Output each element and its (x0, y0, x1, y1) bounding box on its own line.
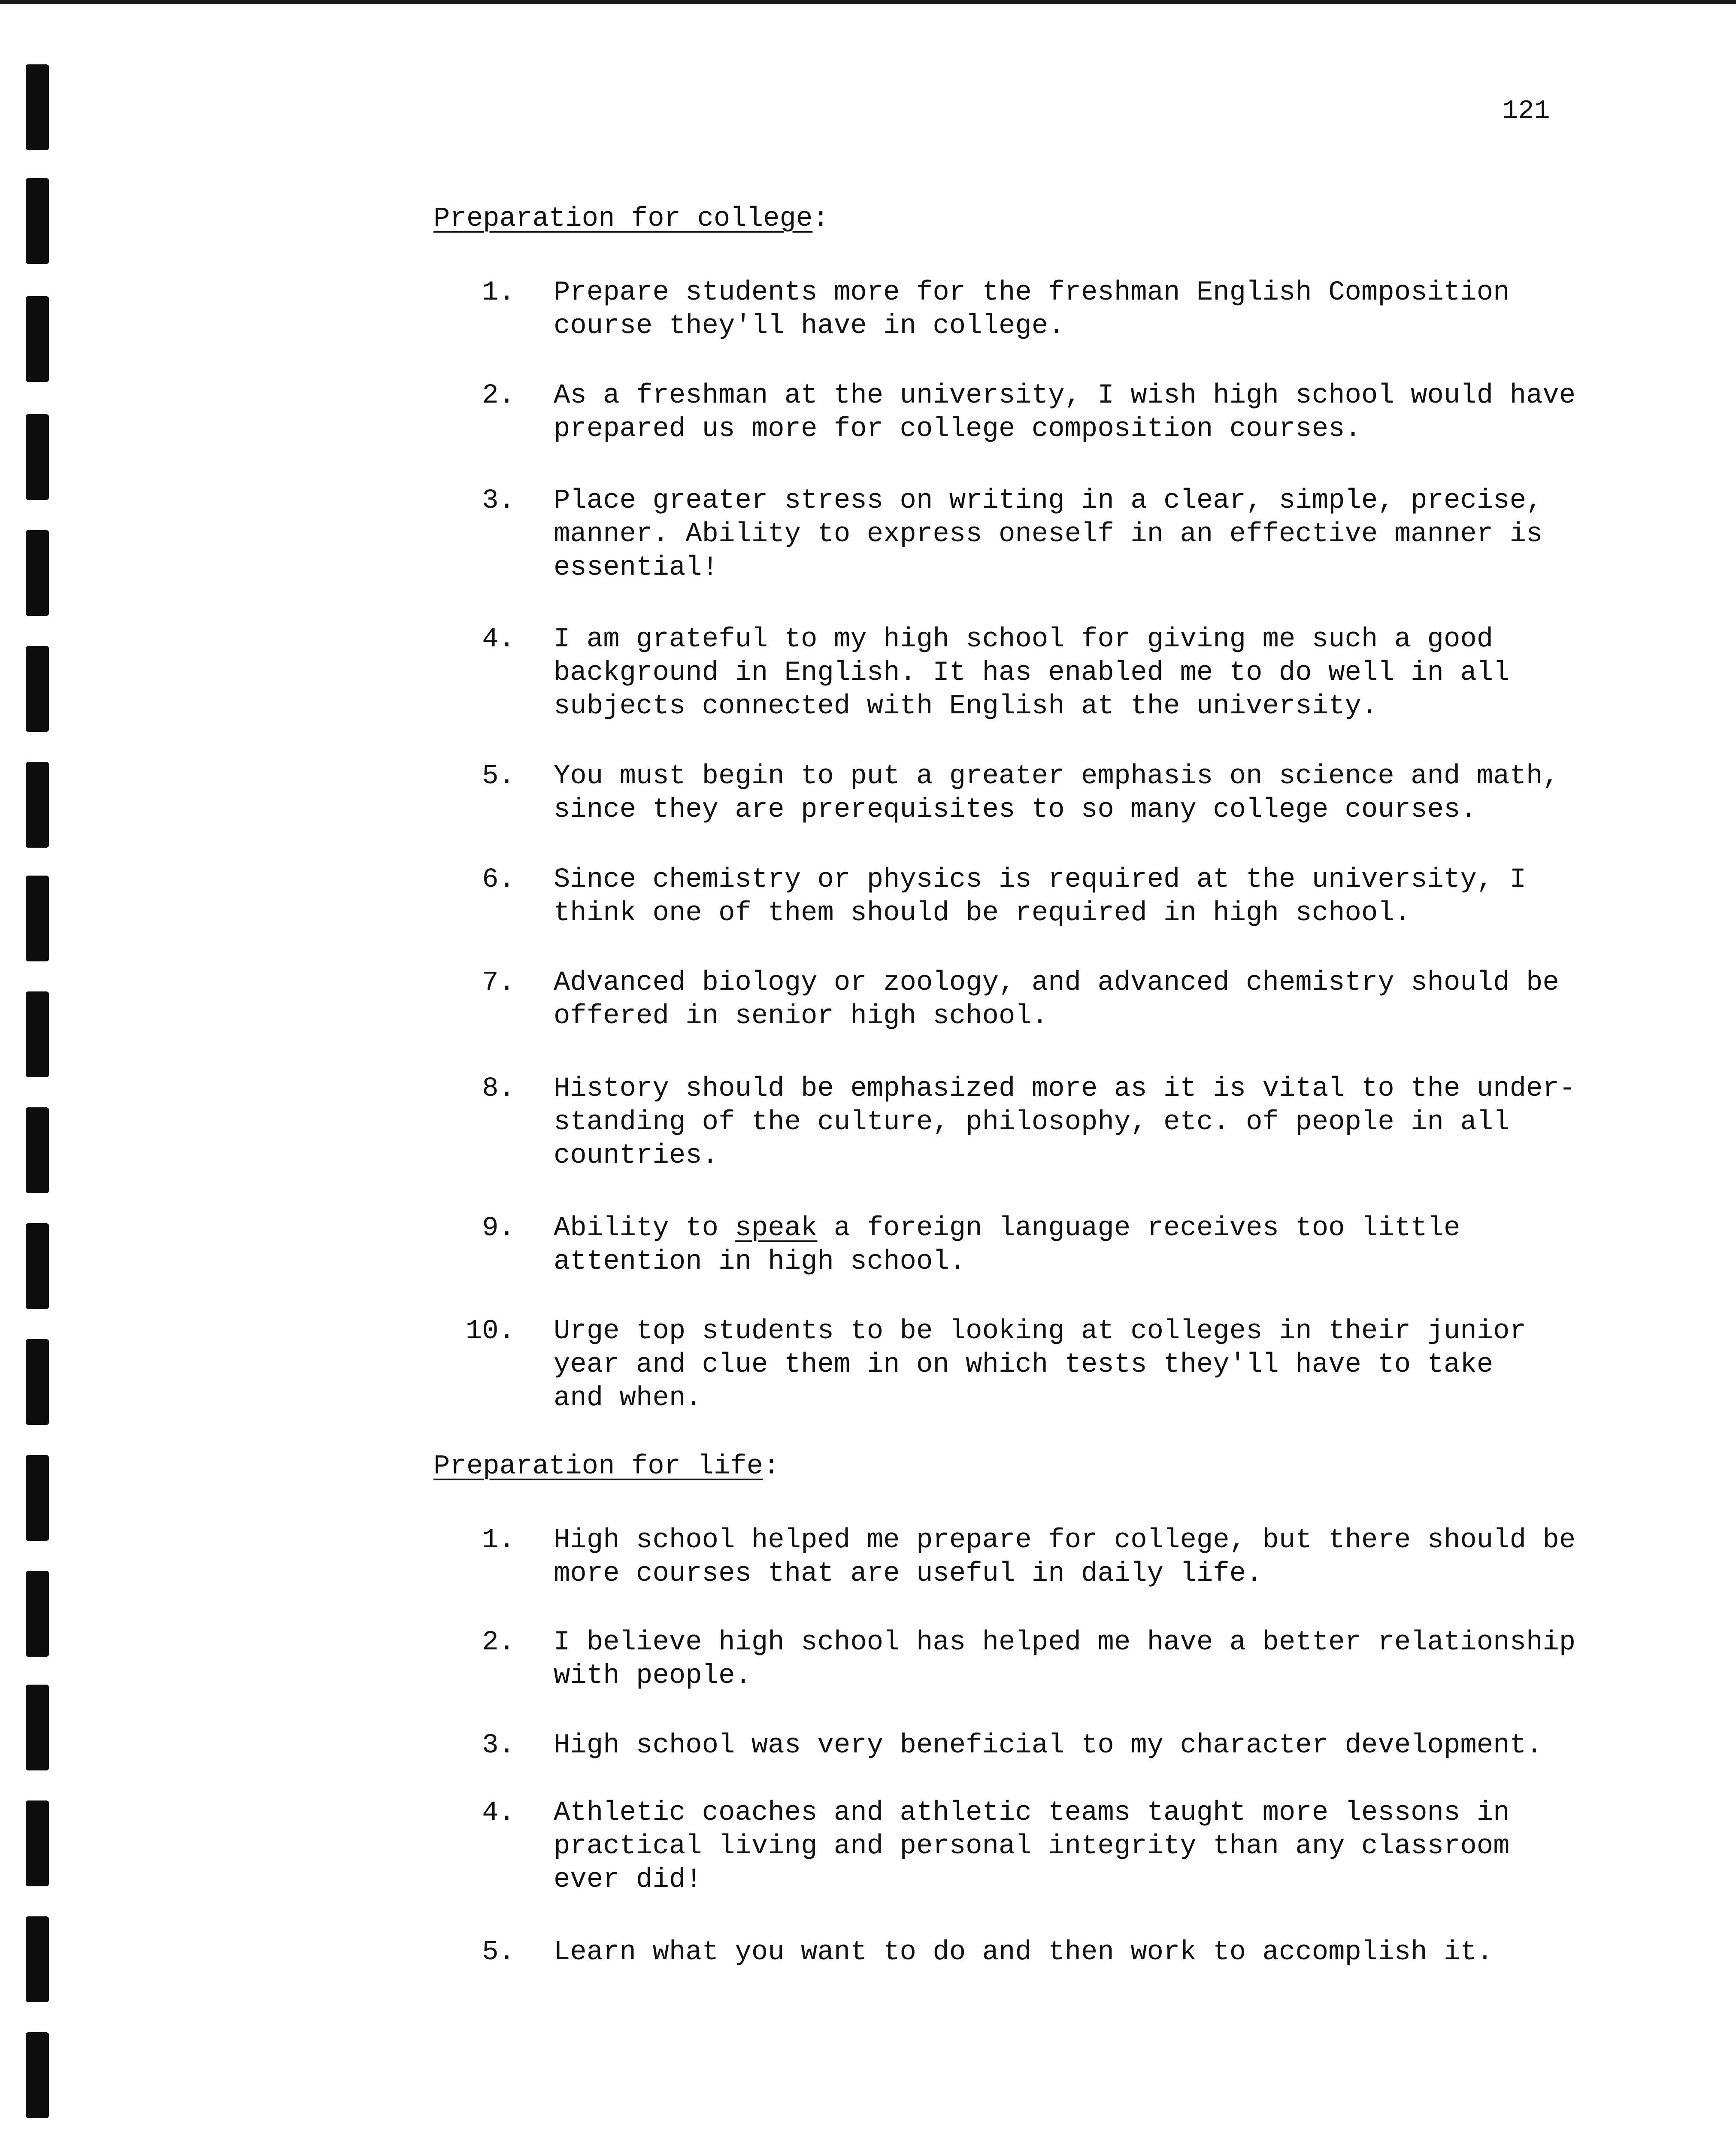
item-text: You must begin to put a greater emphasis on science and math, since they are prerequisites to so many college courses. (554, 761, 1559, 825)
item-text: Learn what you want to do and then work to accomplish it. (554, 1937, 1494, 1968)
binding-hole-mark (26, 530, 49, 616)
item-number: 5. (482, 761, 515, 792)
item-number: 2. (482, 1627, 515, 1658)
binding-hole-mark (26, 2032, 49, 2118)
item-text: High school helped me prepare for college, but there should be more courses that are useful in daily life. (554, 1525, 1576, 1589)
item-text-part: a foreign language receives too little attention in high school. (554, 1213, 1460, 1277)
binding-hole-mark (26, 876, 49, 961)
item-number: 3. (482, 1730, 515, 1761)
item-number: 9. (482, 1213, 515, 1244)
page-number: 121 (1502, 96, 1550, 126)
item-text: I believe high school has helped me have a better relationship with people. (554, 1627, 1576, 1691)
top-edge-rule (0, 0, 1736, 4)
binding-hole-mark (26, 646, 49, 732)
binding-hole-mark (26, 64, 49, 150)
binding-hole-mark (26, 1107, 49, 1193)
item-number: 2. (482, 380, 515, 411)
item-number: 6. (482, 864, 515, 895)
item-text: Urge top students to be looking at colleges in their junior year and clue them in on which tests they'll have to take and when. (554, 1316, 1526, 1414)
binding-hole-mark (26, 762, 49, 848)
binding-hole-mark (26, 1685, 49, 1770)
item-number: 1. (482, 277, 515, 308)
item-text: Place greater stress on writing in a clear, simple, precise, manner. Ability to express oneself in an effective manner is essential! (554, 485, 1543, 583)
binding-holes (0, 0, 86, 2146)
item-text: High school was very beneficial to my character development. (554, 1730, 1543, 1761)
binding-hole-mark (26, 1339, 49, 1425)
section-heading-colon: : (812, 203, 829, 234)
binding-hole-mark (26, 1223, 49, 1309)
binding-hole-mark (26, 1800, 49, 1886)
item-text: Athletic coaches and athletic teams taught more lessons in practical living and personal integrity than any classroom ever did! (554, 1797, 1510, 1895)
binding-hole-mark (26, 991, 49, 1077)
item-number: 3. (482, 485, 515, 516)
item-number: 4. (482, 624, 515, 655)
binding-hole-mark (26, 1455, 49, 1541)
section-heading-colon: : (763, 1451, 780, 1482)
item-text (554, 1212, 1652, 1279)
item-number: 8. (482, 1073, 515, 1104)
item-number: 10. (465, 1316, 515, 1347)
section-heading-college (433, 205, 829, 233)
item-number: 5. (482, 1937, 515, 1968)
item-number: 7. (482, 967, 515, 998)
section-heading-life (433, 1453, 780, 1480)
item-text: History should be emphasized more as it is vital to the under- standing of the culture, philosophy, etc. of people in all countries. (554, 1073, 1576, 1171)
item-text: Advanced biology or zoology, and advanced chemistry should be offered in senior high school. (554, 967, 1559, 1032)
item-text-underlined: speak (735, 1213, 818, 1244)
binding-hole-mark (26, 414, 49, 500)
item-text-part: Ability to (554, 1213, 735, 1244)
item-text: I am grateful to my high school for giving me such a good background in English. It has enabled me to do well in all subjects connected with English at the university. (554, 624, 1510, 722)
item-text: As a freshman at the university, I wish high school would have prepared us more for college composition courses. (554, 380, 1576, 445)
item-number: 4. (482, 1797, 515, 1828)
binding-hole-mark (26, 1916, 49, 2002)
item-text: Since chemistry or physics is required at the university, I think one of them should be required in high school. (554, 864, 1526, 929)
binding-hole-mark (26, 296, 49, 382)
section-heading-life-text: Preparation for life (433, 1451, 763, 1482)
item-number: 1. (482, 1525, 515, 1556)
binding-hole-mark (26, 178, 49, 264)
item-text: Prepare students more for the freshman English Composition course they'll have in college. (554, 277, 1510, 342)
binding-hole-mark (26, 1571, 49, 1657)
section-heading-college-text: Preparation for college (433, 203, 813, 234)
